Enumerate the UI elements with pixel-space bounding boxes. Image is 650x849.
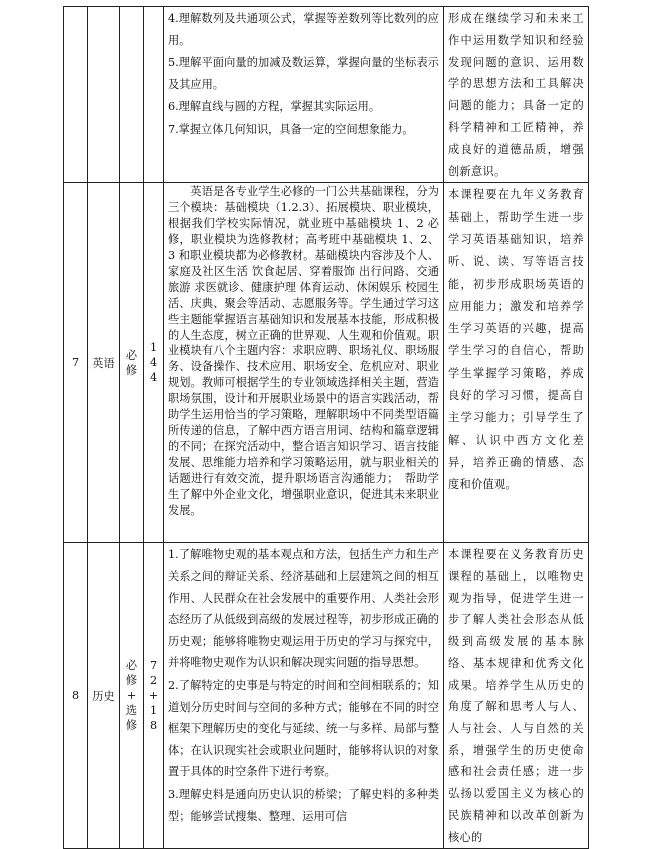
- course-hours: [144, 183, 164, 543]
- content-paragraph: 7.掌握立体几何知识，具备一定的空间想象能力。: [168, 122, 414, 136]
- course-number: 7: [64, 183, 88, 543]
- course-name: 英语: [88, 183, 120, 543]
- course-name: [88, 7, 120, 183]
- course-type: [120, 543, 144, 849]
- goal-text: 本课程要在义务教育历史课程的基础上，以唯物史观为指导，促进学生进一步了解人类社会形态从低级到高级发展的基本脉络、基本规律和优秀文化成果。培养学生从历史的角度了解和思考人与人、人与社会、人与自然的关系，增强学生的历史使命感和社会责任感；进一步弘扬以爱国主义为核心的民族精神和以改革创新为核心的: [448, 548, 584, 844]
- content-paragraph: 5.理解平面向量的加减及数运算，掌握向量的坐标表示及其应用。: [168, 56, 439, 91]
- course-number: 8: [64, 543, 88, 849]
- course-name: 历史: [88, 543, 120, 849]
- course-type-label: 必 修 + 选 修: [125, 659, 138, 733]
- table-row-history: [64, 543, 589, 849]
- course-number: [64, 7, 88, 183]
- course-hours-label: 7 2 + 1 8: [148, 659, 159, 733]
- course-goal: [444, 7, 589, 183]
- goal-text: 本课程要在九年义务教育基础上，帮助学生进一步学习英语基础知识，培养听、说、读、写等语言技能，初步形成职场英语的应用能力；激发和培养学生学习英语的兴趣，提高学生学习的自信心，帮助学生掌握学习策略，养成良好的学习习惯，提高自主学习能力；引导学生了解、认识中西方文化差异，培养正确的情感、态度和价值观。: [448, 188, 584, 492]
- content-paragraph: 英语是各专业学生必修的一门公共基础课程，分为三个模块：基础模块（1.2.3）、拓展模块、职业模块，根据我们学校实际情况，就业班中基础模块 1、2 必修，职业模块为选修教材；高考班中基础模块 1、2、3 和职业模块都为必修教材。基础模块内容涉及个人、家庭及社区生活 饮食起居、穿着服饰 出行问路、交通旅游 求医就诊、健康护理 体育运动、休闲娱乐 校园生活、庆典、聚会等活动、志愿服务等。学生通过学习这些主题能掌握语言基础知识和发展基本技能，形成积极的人生态度，树立正确的世界观、人生观和价值观。职业模块有八个主题内容：求职应聘、职场礼仪、职场服务、设备操作、技术应用、职场安全、危机应对、职业规划。教师可根据学生的专业领域选择相关主题，营造职场氛围，设计和开展职业场景中的语言实践活动，帮助学生运用恰当的学习策略，理解职场中不同类型语篇所传递的信息，了解中西方语言用词、结构和篇章逻辑的不同；在探究活动中，整合语言知识学习、语言技能发展、思维能力培养和学习策略运用，就与职业相关的话题进行有效交流，提升职场语言沟通能力； 帮助学生了解中外企业文化，增强职业意识，促进其未来职业发展。: [168, 185, 439, 517]
- course-hours: [144, 7, 164, 183]
- content-paragraph: 4.理解数列及共通项公式，掌握等差数列等比数列的应用。: [168, 12, 439, 47]
- course-content: [164, 183, 444, 543]
- content-paragraph: 1.了解唯物史观的基本观点和方法，包括生产力和生产关系之间的辩证关系、经济基础和上层建筑之间的相互作用、人民群众在社会发展中的重要作用、人类社会形态经历了从低级到高级的发展过程等，初步形成正确的历史观；能够将唯物史观运用于历史的学习与探究中，并将唯物史观作为认识和解决现实问题的指导思想。: [168, 548, 439, 670]
- course-goal: [444, 183, 589, 543]
- course-goal: [444, 543, 589, 849]
- content-paragraph: 2.了解特定的史事是与特定的时间和空间相联系的；知道划分历史时间与空间的多种方式；能够在不同的时空框架下理解历史的变化与延续、统一与多样、局部与整体；在认识现实社会或职业问题时，能够将认识的对象置于具体的时空条件下进行考察。: [168, 678, 439, 779]
- course-hours: [144, 543, 164, 849]
- content-paragraph: 3.理解史料是通向历史认识的桥梁；了解史料的多种类型；能够尝试搜集、整理、运用可信: [168, 787, 439, 823]
- content-paragraph: 6.理解直线与圆的方程，掌握其实际运用。: [168, 100, 381, 113]
- course-content: [164, 543, 444, 849]
- course-type: [120, 7, 144, 183]
- table-row-english: [64, 183, 589, 543]
- goal-text: 形成在继续学习和未来工作中运用数学知识和经验发现问题的意识、运用数学的思想方法和工具解决问题的能力；具备一定的科学精神和工匠精神，养成良好的道德品质，增强创新意识。: [448, 12, 584, 178]
- table-row-math-continued: [64, 7, 589, 183]
- course-hours-label: 1 4 4: [149, 341, 158, 385]
- curriculum-table: [63, 6, 589, 849]
- course-type: [120, 183, 144, 543]
- course-type-label: 必 修: [125, 348, 138, 377]
- course-content: [164, 7, 444, 183]
